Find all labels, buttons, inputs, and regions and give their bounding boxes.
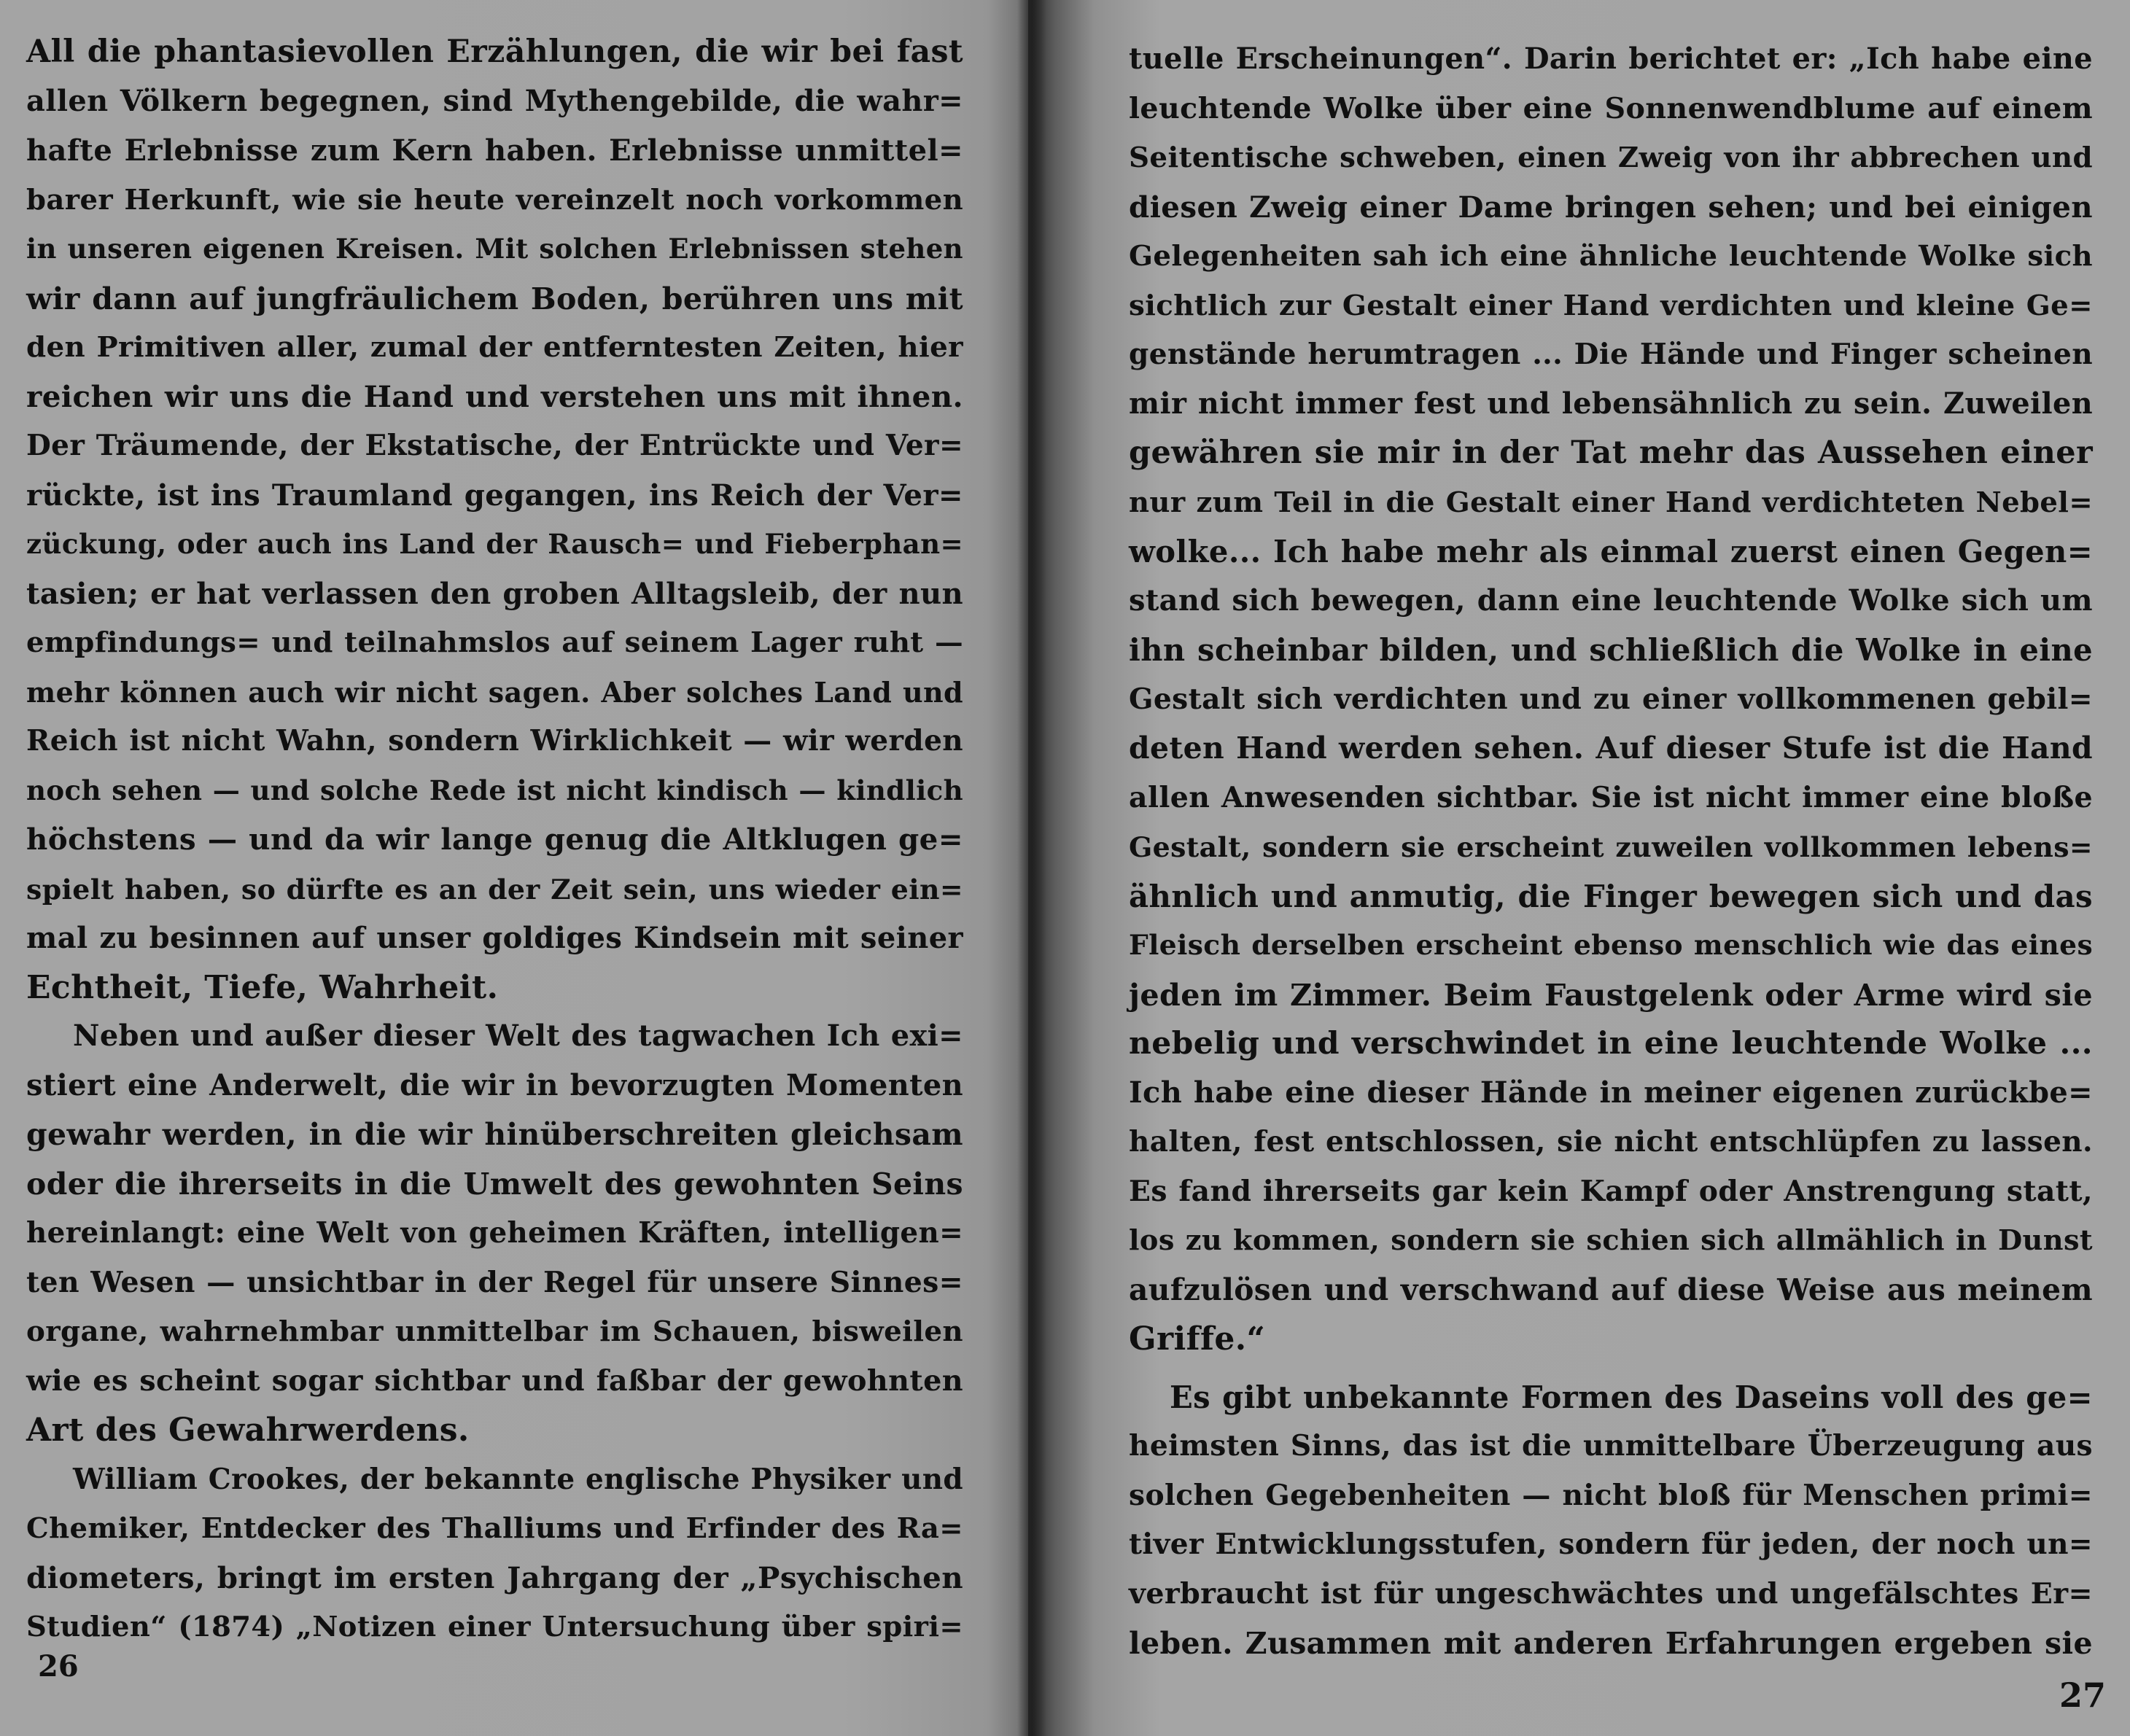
right-page bbox=[1028, 0, 2130, 1736]
text-line: wolke... Ich habe mehr als einmal zuerst einen Gegen= bbox=[1129, 534, 2093, 569]
text-line: William Crookes, der bekannte englische Physiker und bbox=[73, 1462, 963, 1496]
text-line: genstände herumtragen ... Die Hände und Finger scheinen bbox=[1129, 338, 2093, 371]
paragraph bbox=[26, 28, 963, 1012]
text-line: tiver Entwicklungsstufen, sondern für jeden, der noch un= bbox=[1129, 1527, 2093, 1561]
text-line: wie es scheint sogar sichtbar und faßbar der gewohnten bbox=[26, 1363, 963, 1398]
text-line: hereinlangt: eine Welt von geheimen Kräften, intelligen= bbox=[26, 1217, 963, 1250]
text-line: allen Anwesenden sichtbar. Sie ist nicht immer eine bloße bbox=[1129, 780, 2093, 814]
page-number: 26 bbox=[38, 1649, 79, 1684]
text-line: All die phantasievollen Erzählungen, die wir bei fast bbox=[26, 34, 963, 70]
paragraph bbox=[1129, 1373, 2093, 1668]
text-line: in unseren eigenen Kreisen. Mit solchen Erlebnissen stehen bbox=[26, 233, 963, 265]
text-line: Ich habe eine dieser Hände in meiner eigenen zurückbe= bbox=[1129, 1075, 2093, 1110]
text-line: Der Träumende, der Ekstatische, der Entrückte und Ver= bbox=[26, 429, 963, 462]
text-line: los zu kommen, sondern sie schien sich allmählich in Dunst bbox=[1129, 1224, 2093, 1257]
paragraph bbox=[26, 1012, 963, 1455]
text-line: deten Hand werden sehen. Auf dieser Stufe ist die Hand bbox=[1129, 731, 2093, 766]
text-line: ihn scheinbar bilden, und schließlich die Wolke in eine bbox=[1129, 632, 2093, 668]
text-line: mal zu besinnen auf unser goldiges Kindsein mit seiner bbox=[26, 921, 963, 955]
left-page bbox=[0, 0, 1028, 1736]
text-line: sichtlich zur Gestalt einer Hand verdichten und kleine Ge= bbox=[1129, 289, 2093, 322]
text-line: solchen Gegebenheiten — nicht bloß für Menschen primi= bbox=[1129, 1478, 2093, 1512]
page-number: 27 bbox=[2059, 1675, 2107, 1715]
text-line: tasien; er hat verlassen den groben Alltagsleib, der nun bbox=[26, 576, 963, 611]
text-line: leuchtende Wolke über eine Sonnenwendblume auf einem bbox=[1129, 91, 2093, 125]
text-line: barer Herkunft, wie sie heute vereinzelt noch vorkommen bbox=[26, 183, 963, 217]
text-line: tuelle Erscheinungen“. Darin berichtet er: „Ich habe eine bbox=[1129, 42, 2093, 76]
text-line: hafte Erlebnisse zum Kern haben. Erlebnisse unmittel= bbox=[26, 133, 963, 168]
text-line: gewähren sie mir in der Tat mehr das Aussehen einer bbox=[1129, 435, 2093, 471]
text-line: diesen Zweig einer Dame bringen sehen; und bei einigen bbox=[1129, 189, 2093, 225]
text-line: leben. Zusammen mit anderen Erfahrungen ergeben sie bbox=[1129, 1625, 2093, 1661]
text-line: noch sehen — und solche Rede ist nicht kindisch — kindlich bbox=[26, 774, 963, 806]
text-line: den Primitiven aller, zumal der entferntesten Zeiten, hier bbox=[26, 331, 963, 364]
text-line: Es fand ihrerseits gar kein Kampf oder Anstrengung statt, bbox=[1129, 1174, 2093, 1208]
text-line: zückung, oder auch ins Land der Rausch= und Fieberphan= bbox=[26, 528, 963, 560]
text-line: ten Wesen — unsichtbar in der Regel für unsere Sinnes= bbox=[26, 1265, 963, 1299]
text-line: diometers, bringt im ersten Jahrgang der „Psychischen bbox=[26, 1560, 963, 1595]
text-line: Art des Gewahrwerdens. bbox=[26, 1412, 470, 1449]
text-line: stiert eine Anderwelt, die wir in bevorzugten Momenten bbox=[26, 1068, 963, 1102]
right-page-text bbox=[1129, 35, 2093, 1668]
text-line: oder die ihrerseits in die Umwelt des gewohnten Seins bbox=[26, 1166, 963, 1202]
text-line: spielt haben, so dürfte es an der Zeit sein, uns wieder ein= bbox=[26, 872, 963, 906]
paragraph bbox=[26, 1455, 963, 1652]
paragraph bbox=[1129, 35, 2093, 1364]
text-line: jeden im Zimmer. Beim Faustgelenk oder Arme wird sie bbox=[1129, 976, 2093, 1013]
text-line: Gestalt sich verdichten und zu einer vollkommenen gebil= bbox=[1129, 682, 2093, 716]
text-line: stand sich bewegen, dann eine leuchtende Wolke sich um bbox=[1129, 583, 2093, 618]
text-line: allen Völkern begegnen, sind Mythengebilde, die wahr= bbox=[26, 84, 963, 118]
text-line: mehr können auch wir nicht sagen. Aber solches Land und bbox=[26, 675, 963, 709]
text-line: rückte, ist ins Traumland gegangen, ins Reich der Ver= bbox=[26, 478, 963, 513]
text-line: nur zum Teil in die Gestalt einer Hand verdichteten Nebel= bbox=[1129, 486, 2093, 519]
text-line: Studien“ (1874) „Notizen einer Untersuchung über spiri= bbox=[26, 1611, 963, 1643]
text-line: höchstens — und da wir lange genug die Altklugen ge= bbox=[26, 822, 963, 857]
text-line: nebelig und verschwindet in eine leuchtende Wolke ... bbox=[1129, 1025, 2093, 1062]
text-line: mir nicht immer fest und lebensähnlich zu sein. Zuweilen bbox=[1129, 386, 2093, 421]
text-line: Fleisch derselben erscheint ebenso menschlich wie das eines bbox=[1129, 929, 2093, 961]
text-line: Seitentische schweben, einen Zweig von ihr abbrechen und bbox=[1129, 141, 2093, 174]
text-line: Reich ist nicht Wahn, sondern Wirklichkeit — wir werden bbox=[26, 724, 963, 758]
book-gutter bbox=[1017, 0, 1046, 1736]
text-line: organe, wahrnehmbar unmittelbar im Schauen, bisweilen bbox=[26, 1315, 963, 1348]
text-line: Neben und außer dieser Welt des tagwachen Ich exi= bbox=[73, 1019, 963, 1053]
text-line: aufzulösen und verschwand auf diese Weise aus meinem bbox=[1129, 1272, 2093, 1307]
text-line: Echtheit, Tiefe, Wahrheit. bbox=[26, 968, 499, 1006]
text-line: halten, fest entschlossen, sie nicht entschlüpfen zu lassen. bbox=[1129, 1125, 2093, 1159]
text-line: empfindungs= und teilnahmslos auf seinem Lager ruht — bbox=[26, 626, 963, 659]
text-line: ähnlich und anmutig, die Finger bewegen sich und das bbox=[1129, 878, 2093, 914]
text-line: Gelegenheiten sah ich eine ähnliche leuchtende Wolke sich bbox=[1129, 240, 2093, 273]
text-line: Chemiker, Entdecker des Thalliums und Erfinder des Ra= bbox=[26, 1512, 963, 1545]
left-page-text bbox=[26, 28, 963, 1652]
text-line: wir dann auf jungfräulichem Boden, berühren uns mit bbox=[26, 280, 963, 316]
text-line: reichen wir uns die Hand und verstehen uns mit ihnen. bbox=[26, 378, 963, 414]
text-line: Gestalt, sondern sie erscheint zuweilen vollkommen lebens= bbox=[1129, 830, 2093, 863]
text-line: Es gibt unbekannte Formen des Daseins voll des ge= bbox=[1170, 1379, 2093, 1415]
text-line: heimsten Sinns, das ist die unmittelbare Überzeugung aus bbox=[1129, 1429, 2093, 1463]
text-line: gewahr werden, in die wir hinüberschreiten gleichsam bbox=[26, 1117, 963, 1152]
text-line: Griffe.“ bbox=[1129, 1320, 1266, 1358]
text-line: verbraucht ist für ungeschwächtes und ungefälschtes Er= bbox=[1129, 1576, 2093, 1611]
